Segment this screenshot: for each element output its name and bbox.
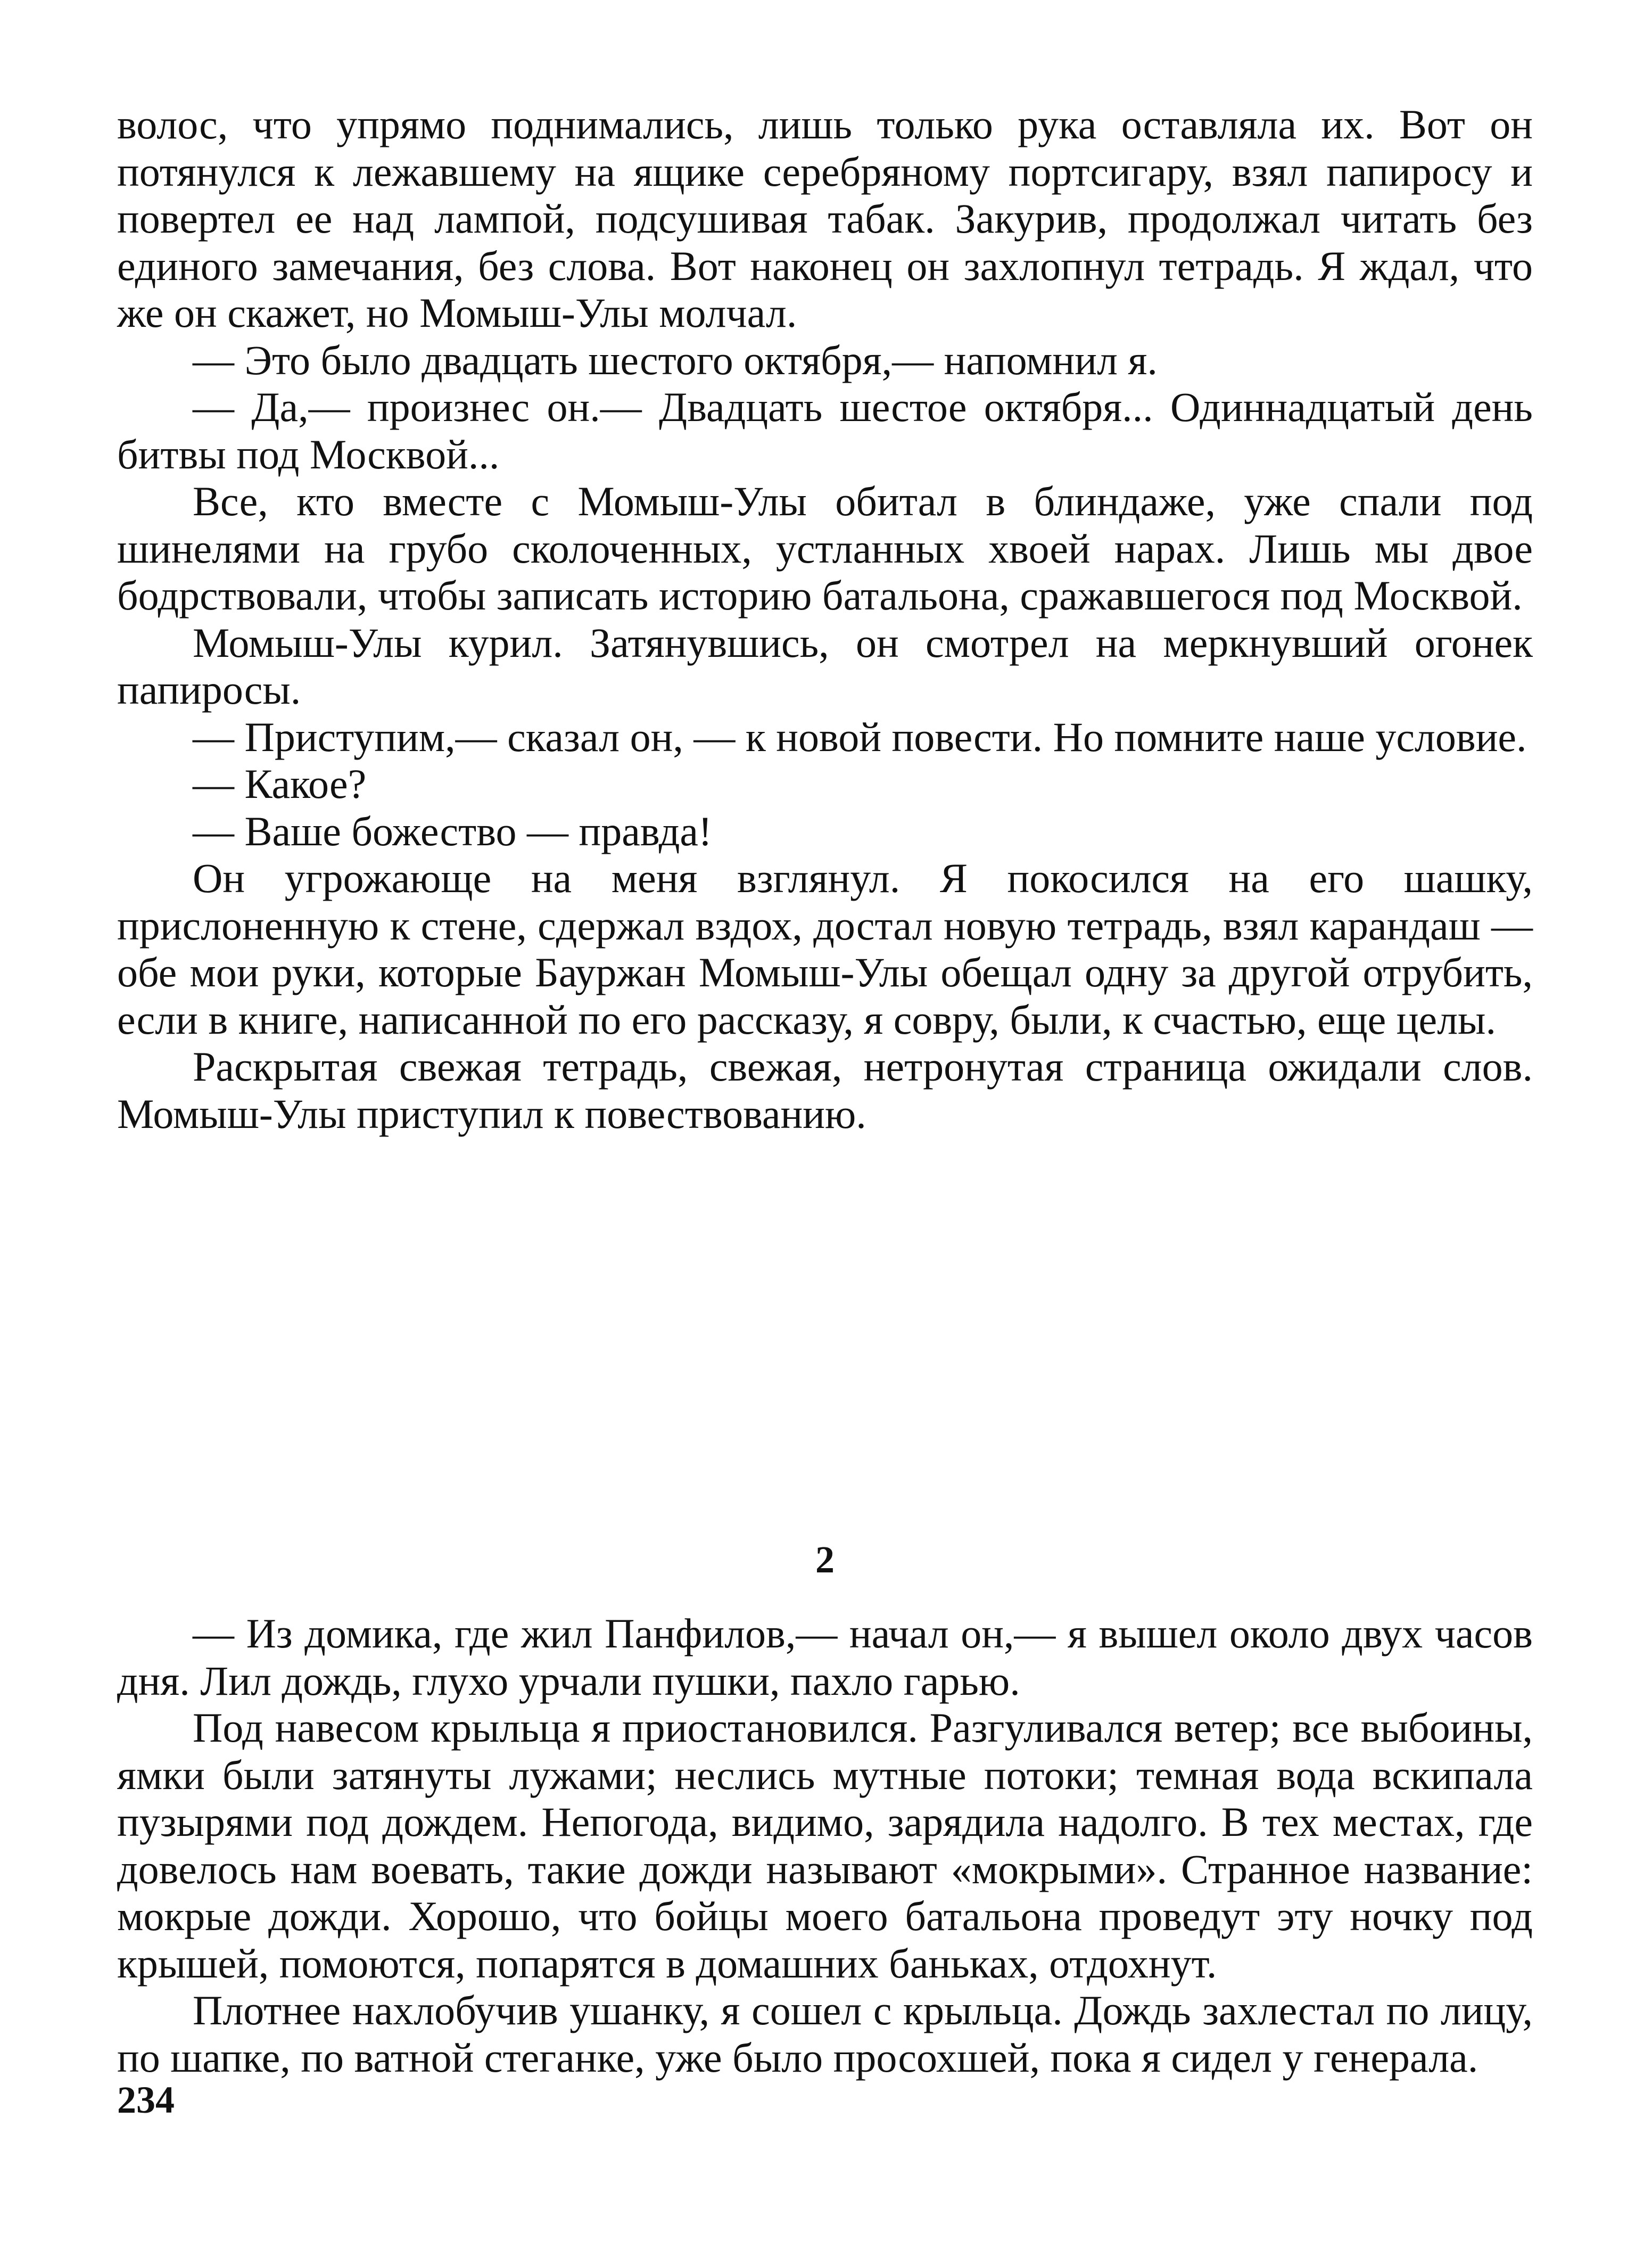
paragraph: Все, кто вместе с Момыш-Улы обитал в блиндаже, уже спали под шинелями на грубо сколоченных, устланных хвоей нарах. Лишь мы двое бодрствовали, чтобы записать историю батальона, сражавшегося под Москвой. (117, 478, 1533, 619)
section-two-text (117, 1610, 1533, 2081)
book-page (117, 101, 1533, 2081)
paragraph: Раскрытая свежая тетрадь, свежая, нетронутая страница ожидали слов. Момыш-Улы приступил к повествованию. (117, 1043, 1533, 1137)
section-one-text (117, 101, 1533, 1138)
dialogue-line: — Это было двадцать шестого октября,— напомнил я. (193, 336, 1158, 383)
paragraph: Под навесом крыльца я приостановился. Разгуливался ветер; все выбоины, ямки были затянуты лужами; неслись мутные потоки; темная вода вскипала пузырями под дождем. Непогода, видимо, зарядила надолго. В тех местах, где довелось нам воевать, такие дожди называют «мокрыми». Странное название: мокрые дожди. Хорошо, что бойцы моего батальона проведут эту ночку под крышей, помоются, попарятся в домашних баньках, отдохнут. (117, 1704, 1533, 1987)
page-number: 234 (117, 2079, 175, 2121)
dialogue-line: — Ваше божество — правда! (193, 807, 713, 854)
chapter-number: 2 (815, 1538, 835, 1581)
paragraph: волос, что упрямо поднимались, лишь только рука оставляла их. Вот он потянулся к лежавшему на ящике серебряному портсигару, взял папиросу и повертел ее над лампой, подсушивая табак. Закурив, продолжал читать без единого замечания, без слова. Вот наконец он захлопнул тетрадь. Я ждал, что же он скажет, но Момыш-Улы молчал. (117, 101, 1533, 336)
paragraph: Он угрожающе на меня взглянул. Я покосился на его шашку, прислоненную к стене, сдержал вздох, достал новую тетрадь, взял карандаш — обе мои руки, которые Бауржан Момыш-Улы обещал одну за другой отрубить, если в книге, написанной по его рассказу, я совру, были, к счастью, еще целы. (117, 855, 1533, 1043)
dialogue-line: — Из домика, где жил Панфилов,— начал он,— я вышел около двух часов дня. Лил дождь, глухо урчали пушки, пахло гарью. (117, 1610, 1533, 1704)
dialogue-line: — Да,— произнес он.— Двадцать шестое октября... Одиннадцатый день битвы под Москвой... (117, 384, 1533, 477)
paragraph: Плотнее нахлобучив ушанку, я сошел с крыльца. Дождь захлестал по лицу, по шапке, по ватной стеганке, уже было просохшей, пока я сидел у генерала. (117, 1987, 1533, 2081)
dialogue-line: — Какое? (193, 761, 367, 807)
paragraph: Момыш-Улы курил. Затянувшись, он смотрел на меркнувший огонек папиросы. (117, 619, 1533, 713)
dialogue-line: — Приступим,— сказал он, — к новой повести. Но помните наше условие. (193, 713, 1527, 760)
